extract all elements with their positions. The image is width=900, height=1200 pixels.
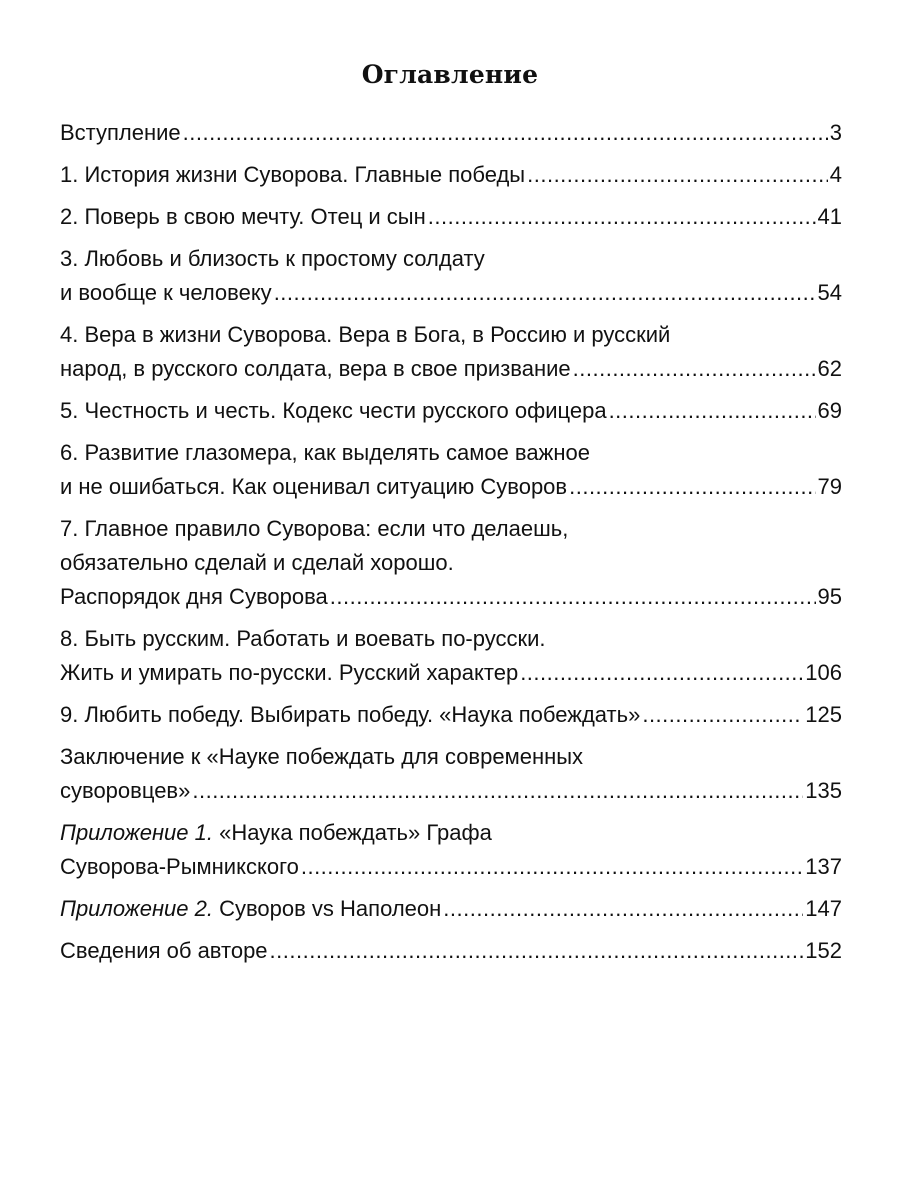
toc-entry-title: 1. История жизни Суворова. Главные победы xyxy=(60,162,526,187)
toc-row xyxy=(60,934,842,968)
toc-entry-about-author[interactable] xyxy=(60,934,842,968)
dot-leader xyxy=(609,394,816,428)
dot-leader xyxy=(270,934,804,968)
toc-entry-title-line: обязательно сделай и сделай хорошо. xyxy=(60,550,454,575)
toc-row xyxy=(60,580,842,614)
appendix-label: Приложение 1. xyxy=(60,820,213,845)
toc-entry-title: суворовцев» xyxy=(60,778,191,803)
toc-entry-title-line xyxy=(60,816,842,850)
toc-row xyxy=(60,116,842,150)
toc-page-number: 152 xyxy=(805,938,842,963)
toc-page-number: 125 xyxy=(805,702,842,727)
toc-row xyxy=(60,698,842,732)
dot-leader xyxy=(301,850,803,884)
dot-leader xyxy=(183,116,828,150)
toc-row xyxy=(60,774,842,808)
dot-leader xyxy=(274,276,816,310)
dot-leader xyxy=(192,774,803,808)
toc-entry-chapter-2[interactable] xyxy=(60,200,842,234)
toc-entry-appendix-1[interactable] xyxy=(60,816,842,884)
dot-leader xyxy=(569,470,815,504)
toc-page-number: 54 xyxy=(817,280,842,305)
toc-row xyxy=(60,394,842,428)
toc-page-number: 147 xyxy=(805,896,842,921)
toc-row xyxy=(60,850,842,884)
toc-page-number: 95 xyxy=(817,584,842,609)
toc-entry-title: Жить и умирать по-русски. Русский характер xyxy=(60,660,519,685)
toc-page-number: 135 xyxy=(805,778,842,803)
toc-entry-chapter-9[interactable] xyxy=(60,698,842,732)
toc-row xyxy=(60,352,842,386)
toc-page-number: 69 xyxy=(817,398,842,423)
dot-leader xyxy=(573,352,816,386)
toc-entry-title: Распорядок дня Суворова xyxy=(60,584,328,609)
toc-entry-introduction[interactable] xyxy=(60,116,842,150)
toc-row xyxy=(60,892,842,926)
dot-leader xyxy=(330,580,816,614)
toc-page-number: 3 xyxy=(829,120,842,145)
toc-entry-title xyxy=(60,892,441,926)
appendix-title: Суворов vs Наполеон xyxy=(212,896,442,921)
appendix-label: Приложение 2. xyxy=(60,896,213,921)
toc-entry-title-line: 6. Развитие глазомера, как выделять самое важное xyxy=(60,440,590,465)
toc-entry-title-line: Заключение к «Науке побеждать для современных xyxy=(60,744,584,769)
toc-page-number: 106 xyxy=(805,660,842,685)
dot-leader xyxy=(520,656,803,690)
toc-entry-title: Суворова-Рымникского xyxy=(60,854,299,879)
toc-page-number: 41 xyxy=(817,204,842,229)
toc-entry-title: 5. Честность и честь. Кодекс чести русского офицера xyxy=(60,398,607,423)
toc-entry-title: народ, в русского солдата, вера в свое призвание xyxy=(60,356,571,381)
toc-row xyxy=(60,656,842,690)
toc-entry-title-line: 7. Главное правило Суворова: если что делаешь, xyxy=(60,516,569,541)
dot-leader xyxy=(443,892,803,926)
toc-page-number: 62 xyxy=(817,356,842,381)
toc-entry-chapter-4[interactable] xyxy=(60,318,842,386)
page-title: Оглавление xyxy=(361,60,539,89)
toc-entry-title: 2. Поверь в свою мечту. Отец и сын xyxy=(60,204,426,229)
toc-entry-title: и не ошибаться. Как оценивал ситуацию Суворов xyxy=(60,474,568,499)
dot-leader xyxy=(527,158,828,192)
toc-entry-chapter-3[interactable] xyxy=(60,242,842,310)
toc-entry-title: Сведения об авторе xyxy=(60,938,268,963)
toc-entry-appendix-2[interactable] xyxy=(60,892,842,926)
toc-entry-chapter-1[interactable] xyxy=(60,158,842,192)
toc-row xyxy=(60,200,842,234)
dot-leader xyxy=(642,698,803,732)
toc-entry-title-line: 8. Быть русским. Работать и воевать по-русски. xyxy=(60,626,546,651)
toc-entry-conclusion[interactable] xyxy=(60,740,842,808)
toc-entry-chapter-6[interactable] xyxy=(60,436,842,504)
toc-row xyxy=(60,276,842,310)
toc-page-number: 4 xyxy=(829,162,842,187)
toc-entry-chapter-5[interactable] xyxy=(60,394,842,428)
toc-entry-title: Вступление xyxy=(60,120,181,145)
toc-row xyxy=(60,158,842,192)
toc-row xyxy=(60,470,842,504)
toc-entry-title-line: 4. Вера в жизни Суворова. Вера в Бога, в Россию и русский xyxy=(60,322,671,347)
toc-page-number: 137 xyxy=(805,854,842,879)
table-of-contents xyxy=(60,116,842,976)
toc-page-number: 79 xyxy=(817,474,842,499)
toc-entry-chapter-7[interactable] xyxy=(60,512,842,614)
dot-leader xyxy=(428,200,816,234)
toc-entry-title-line: 3. Любовь и близость к простому солдату xyxy=(60,246,485,271)
toc-entry-title: и вообще к человеку xyxy=(60,280,272,305)
toc-entry-title: 9. Любить победу. Выбирать победу. «Наука побеждать» xyxy=(60,702,641,727)
appendix-title: «Наука побеждать» Графа xyxy=(212,820,492,845)
toc-entry-chapter-8[interactable] xyxy=(60,622,842,690)
